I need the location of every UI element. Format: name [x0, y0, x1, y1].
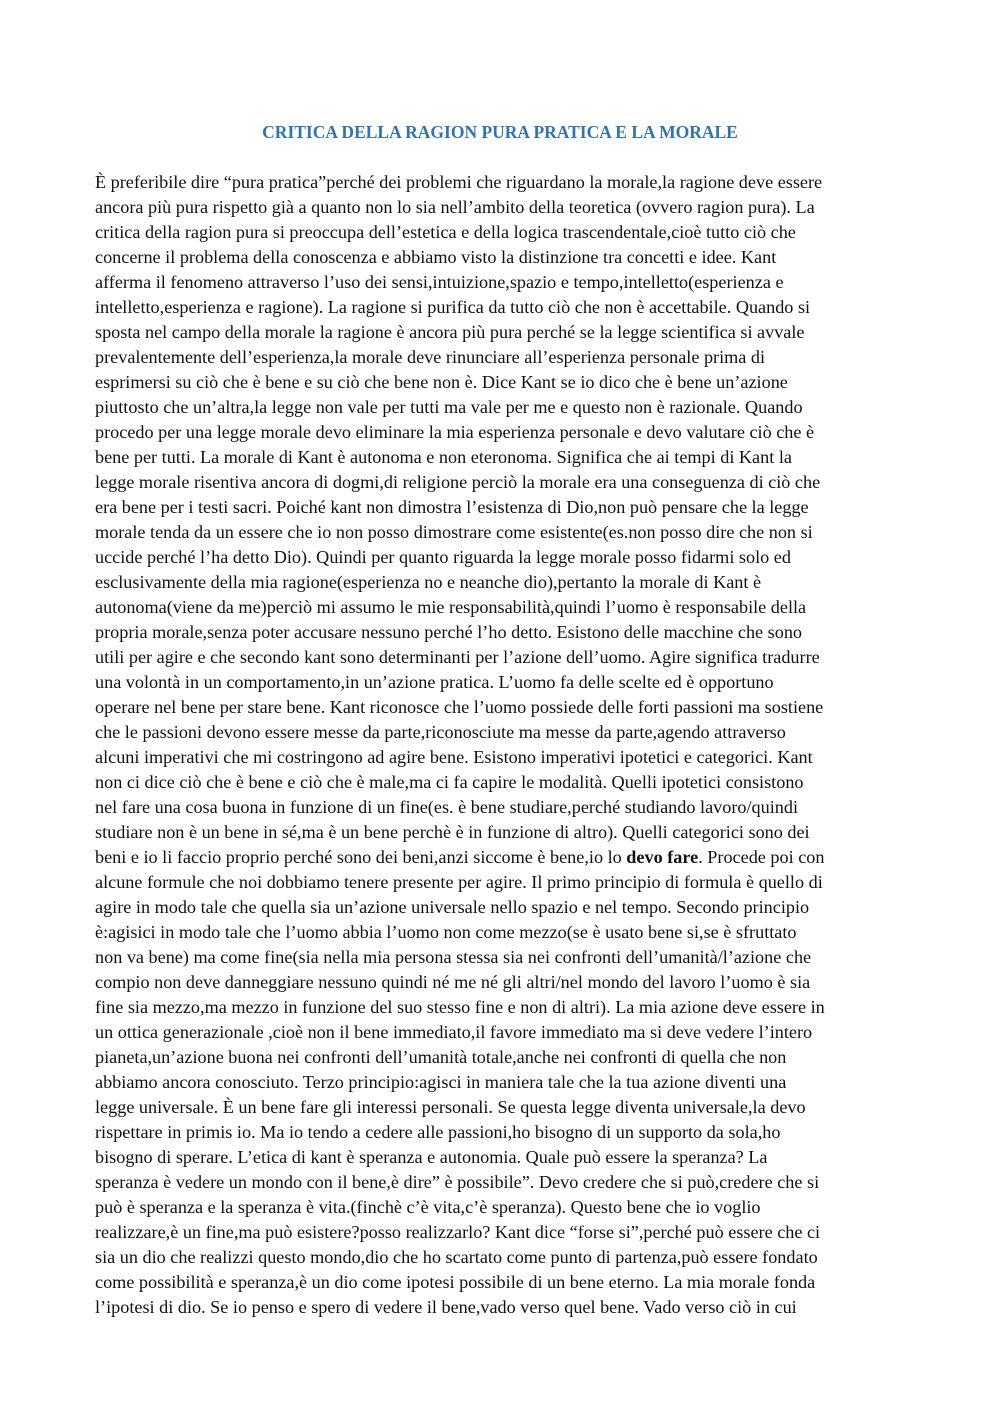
text-line: bene per tutti. La morale di Kant è autonoma e non eteronoma. Significa che ai tempi di Kant la — [95, 447, 792, 467]
text-line: abbiamo ancora conosciuto. Terzo principio:agisci in maniera tale che la tua azione diventi una — [95, 1072, 787, 1092]
text-line: esclusivamente della mia ragione(esperienza no e neanche dio),pertanto la morale di Kant è — [95, 572, 762, 592]
text-line: legge universale. È un bene fare gli interessi personali. Se questa legge diventa universale,la devo — [95, 1097, 806, 1117]
text-line: piuttosto che un’altra,la legge non vale per tutti ma vale per me e questo non è razionale. Quando — [95, 397, 803, 417]
text-line: è:agisici in modo tale che l’uomo abbia l’uomo non come mezzo(se è usato bene si,se è sfruttato — [95, 922, 797, 942]
text-segment: . Procede poi con — [698, 847, 825, 867]
text-line: esprimersi su ciò che è bene e su ciò che bene non è. Dice Kant se io dico che è bene un’azione — [95, 372, 788, 392]
text-line — [95, 845, 915, 870]
text-line: speranza è vedere un mondo con il bene,è dire” è possibile”. Devo credere che si può,credere che si — [95, 1172, 820, 1192]
text-line: realizzare,è un fine,ma può esistere?posso realizzarlo? Kant dice “forse si”,perché può essere che ci — [95, 1222, 821, 1242]
text-line: intelletto,esperienza e ragione). La ragione si purifica da tutto ciò che non è accettabile. Quando si — [95, 297, 811, 317]
text-line: pianeta,un’azione buona nei confronti dell’umanità totale,anche nei confronti di quella che non — [95, 1047, 787, 1067]
text-line: che le passioni devono essere messe da parte,riconosciute ma messe da parte,agendo attraverso — [95, 722, 786, 742]
text-line: sia un dio che realizzi questo mondo,dio che ho scartato come punto di partenza,può essere fondato — [95, 1247, 818, 1267]
text-line: procedo per una legge morale devo eliminare la mia esperienza personale e devo valutare ciò che è — [95, 422, 815, 442]
text-line: operare nel bene per stare bene. Kant riconosce che l’uomo possiede delle forti passioni ma sostiene — [95, 697, 824, 717]
text-line: compio non deve danneggiare nessuno quindi né me né gli altri/nel mondo del lavoro l’uomo è sia — [95, 972, 811, 992]
text-line: studiare non è un bene in sé,ma è un bene perchè è in funzione di altro). Quelli categorici sono dei — [95, 822, 810, 842]
text-line: rispettare in primis io. Ma io tendo a cedere alle passioni,ho bisogno di un supporto da sola,ho — [95, 1122, 781, 1142]
text-line: non va bene) ma come fine(sia nella mia persona stessa sia nei confronti dell’umanità/l’azione che — [95, 947, 812, 967]
text-line: alcune formule che noi dobbiamo tenere presente per agire. Il primo principio di formula è quello di — [95, 872, 823, 892]
text-line: propria morale,senza poter accusare nessuno perché l’ho detto. Esistono delle macchine che sono — [95, 622, 803, 642]
text-line: nel fare una cosa buona in funzione di un fine(es. è bene studiare,perché studiando lavoro/quindi — [95, 797, 799, 817]
text-line: era bene per i testi sacri. Poiché kant non dimostra l’esistenza di Dio,non può pensare che la legge — [95, 497, 809, 517]
text-line: afferma il fenomeno attraverso l’uso dei sensi,intuizione,spazio e tempo,intelletto(esperienza e — [95, 272, 784, 292]
text-line: come possibilità e speranza,è un dio come ipotesi possibile di un bene eterno. La mia morale fonda — [95, 1272, 816, 1292]
text-line: bisogno di sperare. L’etica di kant è speranza e autonomia. Quale può essere la speranza? La — [95, 1147, 768, 1167]
text-line: critica della ragion pura si preoccupa dell’estetica e della logica trascendentale,cioè tutto ciò che — [95, 222, 796, 242]
text-line: può è speranza e la speranza è vita.(finchè c’è vita,c’è speranza). Questo bene che io voglio — [95, 1197, 761, 1217]
text-line: l’ipotesi di dio. Se io penso e spero di vedere il bene,vado verso quel bene. Vado verso ciò in cui — [95, 1297, 797, 1317]
text-line: È preferibile dire “pura pratica”perché dei problemi che riguardano la morale,la ragione deve essere — [95, 172, 823, 192]
text-line: non ci dice ciò che è bene e ciò che è male,ma ci fa capire le modalità. Quelli ipotetici consistono — [95, 772, 804, 792]
text-line: prevalentemente dell’esperienza,la morale deve rinunciare all’esperienza personale prima di — [95, 347, 766, 367]
text-line: agire in modo tale che quella sia un’azione universale nello spazio e nel tempo. Secondo principio — [95, 897, 810, 917]
text-line: un ottica generazionale ,cioè non il bene immediato,il favore immediato ma si deve vedere l’intero — [95, 1022, 813, 1042]
document-body — [95, 170, 915, 1320]
text-line: fine sia mezzo,ma mezzo in funzione del suo stesso fine e non di altri). La mia azione deve essere in — [95, 997, 825, 1017]
text-line: alcuni imperativi che mi costringono ad agire bene. Esistono imperativi ipotetici e categorici. Kant — [95, 747, 813, 767]
text-line: ancora più pura rispetto già a quanto non lo sia nell’ambito della teoretica (ovvero ragion pura). La — [95, 197, 815, 217]
text-line: autonoma(viene da me)perciò mi assumo le mie responsabilità,quindi l’uomo è responsabile della — [95, 597, 807, 617]
text-line: una volontà in un comportamento,in un’azione pratica. L’uomo fa delle scelte ed è opportuno — [95, 672, 774, 692]
text-line: legge morale risentiva ancora di dogmi,di religione perciò la morale era una conseguenza di ciò che — [95, 472, 821, 492]
text-line: sposta nel campo della morale la ragione è ancora più pura perché se la legge scientifica si avvale — [95, 322, 805, 342]
text-line: concerne il problema della conoscenza e abbiamo visto la distinzione tra concetti e idee. Kant — [95, 247, 777, 267]
text-line: utili per agire e che secondo kant sono determinanti per l’azione dell’uomo. Agire significa tradurre — [95, 647, 820, 667]
text-line: uccide perché l’ha detto Dio). Quindi per quanto riguarda la legge morale posso fidarmi solo ed — [95, 547, 791, 567]
document-title: CRITICA DELLA RAGION PURA PRATICA E LA MORALE — [262, 122, 738, 142]
text-segment: beni e io li faccio proprio perché sono dei beni,anzi siccome è bene,io lo — [95, 847, 627, 867]
bold-emphasis: devo fare — [626, 847, 699, 867]
text-line: morale tenda da un essere che io non posso dimostrare come esistente(es.non posso dire che non si — [95, 522, 813, 542]
